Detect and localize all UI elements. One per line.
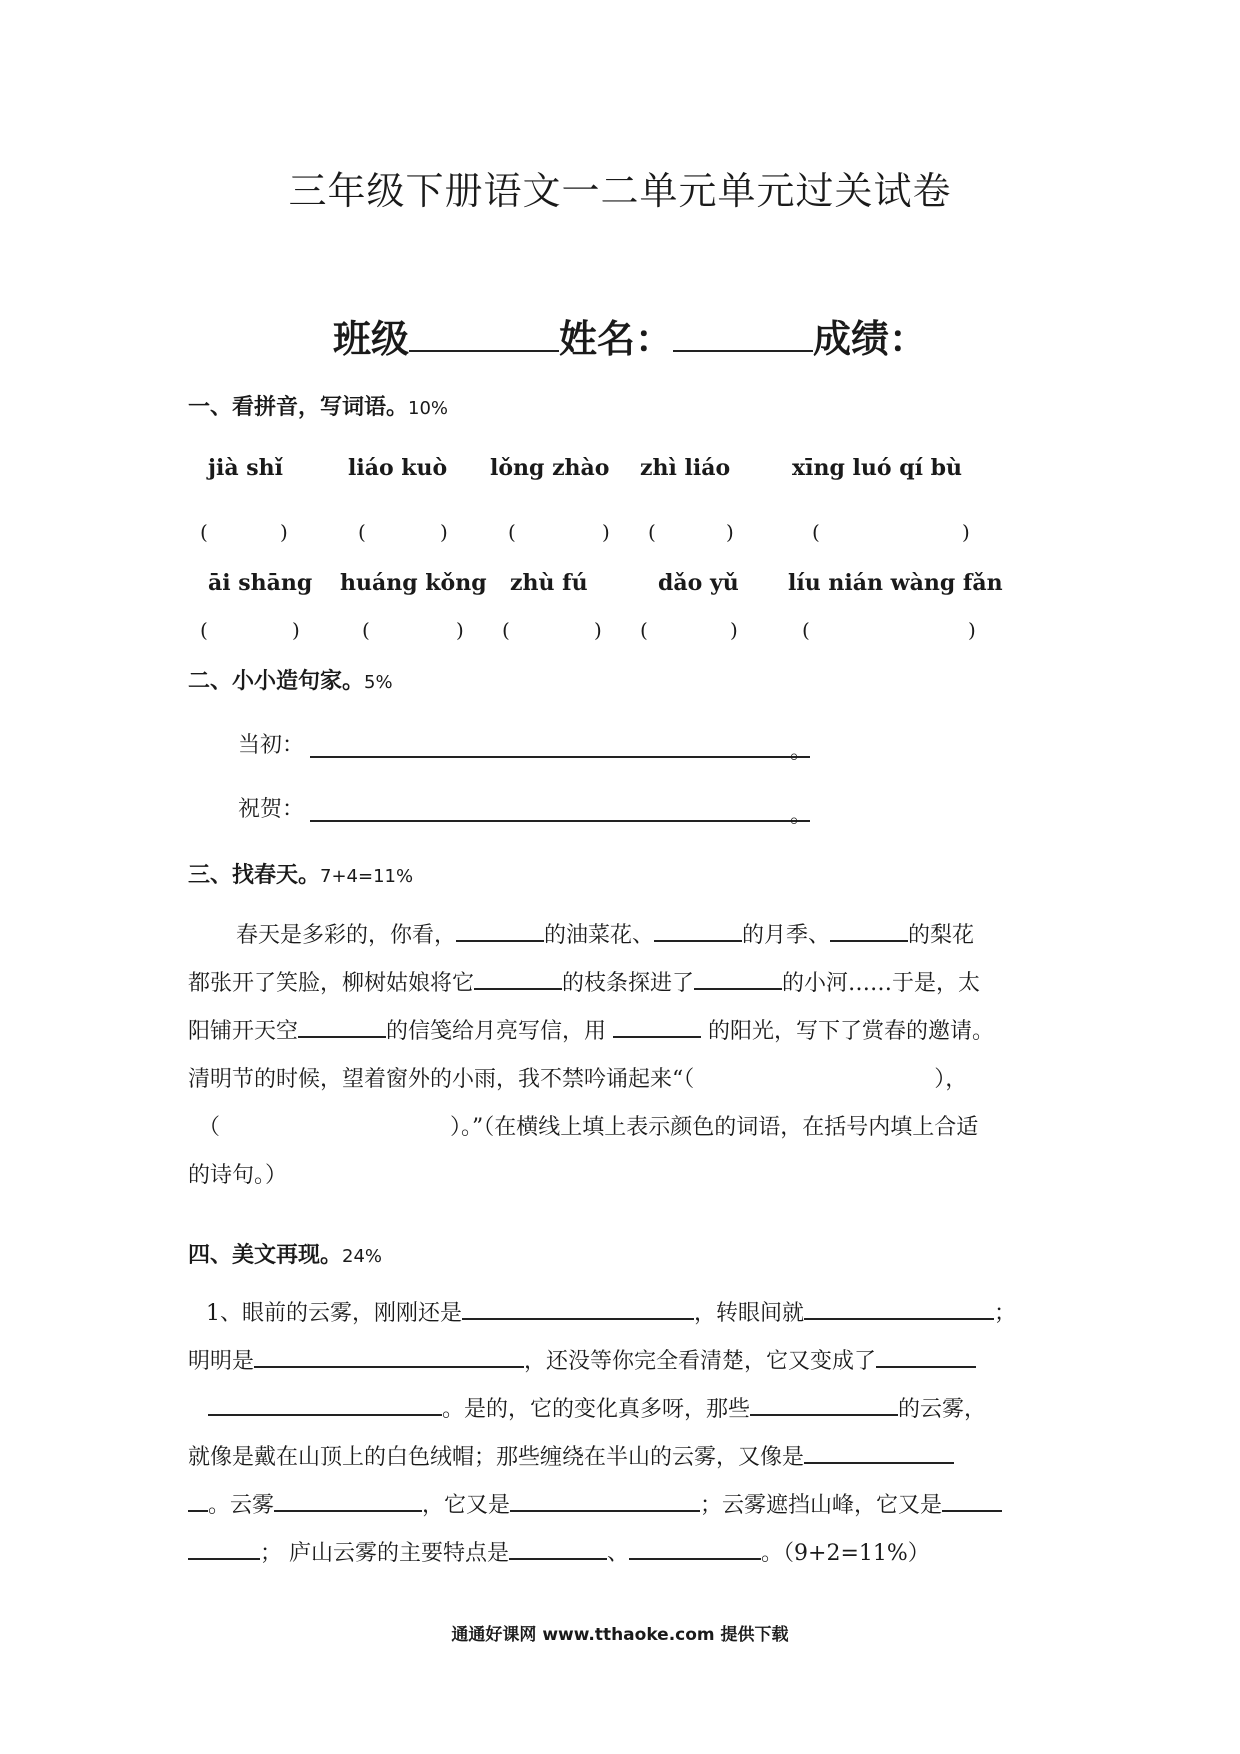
text-span: 、: [607, 1541, 630, 1566]
bracket-open: (: [358, 520, 366, 544]
bracket-open: (: [508, 520, 516, 544]
text-span: ）。”（在横线上填上表示颜色的词语，在括号内填上合适: [450, 1115, 979, 1140]
blank[interactable]: [613, 1010, 701, 1038]
text-span: 。（9+2=11%）: [761, 1541, 930, 1566]
blank[interactable]: [876, 1340, 976, 1368]
text-span: 的云雾，: [898, 1397, 987, 1422]
bracket-open: (: [200, 618, 208, 642]
text-span: 的小河……于是，太: [782, 971, 981, 996]
bracket-open: (: [802, 618, 810, 642]
blank[interactable]: [474, 962, 562, 990]
pinyin-9: dǎo yǔ: [658, 570, 739, 596]
para-line: [188, 912, 1048, 960]
text-span: ，它又是: [422, 1493, 511, 1518]
section1-heading: [188, 390, 448, 421]
blank[interactable]: [942, 1484, 1002, 1512]
pinyin-2: liáo kuò: [348, 455, 448, 481]
blank[interactable]: [830, 914, 908, 942]
text-span: 。云雾: [208, 1493, 275, 1518]
section4-heading-text: 四、美文再现。: [188, 1243, 343, 1268]
para-line: [188, 1338, 1048, 1386]
blank[interactable]: [654, 914, 742, 942]
bracket-open: (: [812, 520, 820, 544]
section4-heading: [188, 1238, 382, 1269]
text-span: 都张开了笑脸，柳树姑娘将它: [188, 971, 475, 996]
text-span: 清明节的时候，望着窗外的小雨，我不禁吟诵起来“（: [188, 1067, 695, 1092]
text-span: ，转眼间就: [694, 1301, 805, 1326]
text-span: 的梨花: [908, 923, 975, 948]
blank[interactable]: [629, 1532, 761, 1560]
sentence-word-2: 祝贺：: [238, 797, 305, 822]
text-span: 阳铺开天空: [188, 1019, 299, 1044]
period-2: 。: [790, 803, 813, 828]
student-info: [333, 308, 927, 363]
text-span: 春天是多彩的，你看，: [236, 923, 457, 948]
pinyin-8: zhù fú: [510, 570, 588, 596]
bracket-close: ): [726, 520, 734, 544]
pinyin-4: zhì liáo: [640, 455, 731, 481]
blank[interactable]: [274, 1484, 422, 1512]
pinyin-6: āi shāng: [208, 570, 313, 596]
section3-heading-text: 三、找春天。: [188, 863, 321, 888]
blank[interactable]: [750, 1388, 898, 1416]
para-line: [188, 1530, 1048, 1578]
section3-heading: [188, 858, 413, 889]
score-label: 成绩：: [813, 317, 928, 361]
text-span: （: [198, 1115, 221, 1140]
text-span: ；: [260, 1541, 283, 1566]
para-line: [188, 1152, 1048, 1200]
blank[interactable]: [298, 1010, 386, 1038]
sentence-line-1[interactable]: [310, 756, 810, 758]
bracket-close: ): [440, 520, 448, 544]
bracket-open: (: [200, 520, 208, 544]
para-line: [188, 1482, 1048, 1530]
pinyin-1: jià shǐ: [208, 455, 283, 481]
para-line: [188, 1056, 1048, 1104]
exam-title: 三年级下册语文一二单元单元过关试卷: [288, 169, 952, 213]
text-span: 的月季、: [742, 923, 831, 948]
para-line: [188, 1290, 1048, 1338]
blank[interactable]: [188, 1532, 260, 1560]
text-span: 的阳光，写下了赏春的邀请。: [708, 1019, 995, 1044]
bracket-close: ): [730, 618, 738, 642]
text-span: ），: [934, 1067, 968, 1092]
name-label: 姓名：: [559, 317, 674, 361]
class-blank[interactable]: [409, 314, 559, 352]
blank[interactable]: [804, 1292, 994, 1320]
section1-percent: 10%: [408, 398, 449, 419]
section3-percent: 7+4=11%: [320, 866, 414, 887]
section4-percent: 24%: [342, 1246, 383, 1267]
text-span: 。是的，它的变化真多呀，那些: [442, 1397, 751, 1422]
para-line: [188, 1434, 1048, 1482]
bracket-close: ): [456, 618, 464, 642]
text-span: 的信笺给月亮写信，用: [386, 1019, 607, 1044]
pinyin-10: líu nián wàng fǎn: [788, 570, 1003, 596]
name-blank[interactable]: [673, 314, 813, 352]
text-span: ；云雾遮挡山峰，它又是: [700, 1493, 943, 1518]
class-label: 班级: [333, 317, 410, 361]
blank[interactable]: [804, 1436, 954, 1464]
blank[interactable]: [694, 962, 782, 990]
blank[interactable]: [462, 1292, 694, 1320]
section2-heading: [188, 664, 393, 695]
pinyin-3: lǒng zhào: [490, 455, 610, 481]
bracket-close: ): [594, 618, 602, 642]
bracket-open: (: [502, 618, 510, 642]
blank[interactable]: [188, 1484, 208, 1512]
bracket-close: ): [292, 618, 300, 642]
blank[interactable]: [208, 1388, 442, 1416]
bracket-open: (: [648, 520, 656, 544]
footer-credit: 通通好课网 www.tthaoke.com 提供下载: [451, 1625, 789, 1645]
para-line: [188, 1386, 1048, 1434]
bracket-close: ): [968, 618, 976, 642]
para-line: [188, 1008, 1048, 1056]
text-span: 庐山云雾的主要特点是: [289, 1541, 510, 1566]
para-line: [188, 960, 1048, 1008]
text-span: ；: [994, 1301, 1017, 1326]
sentence-line-2[interactable]: [310, 820, 810, 822]
bracket-close: ): [602, 520, 610, 544]
text-span: 就像是戴在山顶上的白色绒帽；那些缠绕在半山的云雾，又像是: [188, 1445, 805, 1470]
bracket-open: (: [362, 618, 370, 642]
pinyin-5: xīng luó qí bù: [792, 455, 962, 481]
blank[interactable]: [510, 1484, 700, 1512]
section2-percent: 5%: [364, 672, 393, 693]
para-line: [188, 1104, 1048, 1152]
period-1: 。: [790, 739, 813, 764]
text-span: 1、眼前的云雾，刚刚还是: [206, 1301, 462, 1326]
bracket-close: ): [280, 520, 288, 544]
text-span: 的油菜花、: [544, 923, 655, 948]
blank[interactable]: [254, 1340, 524, 1368]
text-span: 明明是: [188, 1349, 255, 1374]
section1-heading-text: 一、看拼音，写词语。: [188, 395, 409, 420]
blank[interactable]: [509, 1532, 607, 1560]
text-span: ，还没等你完全看清楚，它又变成了: [524, 1349, 877, 1374]
pinyin-7: huáng kǒng: [340, 570, 487, 596]
section4-paragraph: [188, 1290, 1048, 1578]
section3-paragraph: [188, 912, 1048, 1200]
text-span: 的枝条探进了: [562, 971, 695, 996]
section2-heading-text: 二、小小造句家。: [188, 669, 365, 694]
text-span: 的诗句。）: [188, 1163, 288, 1188]
blank[interactable]: [456, 914, 544, 942]
bracket-close: ): [962, 520, 970, 544]
bracket-open: (: [640, 618, 648, 642]
sentence-word-1: 当初：: [238, 733, 305, 758]
